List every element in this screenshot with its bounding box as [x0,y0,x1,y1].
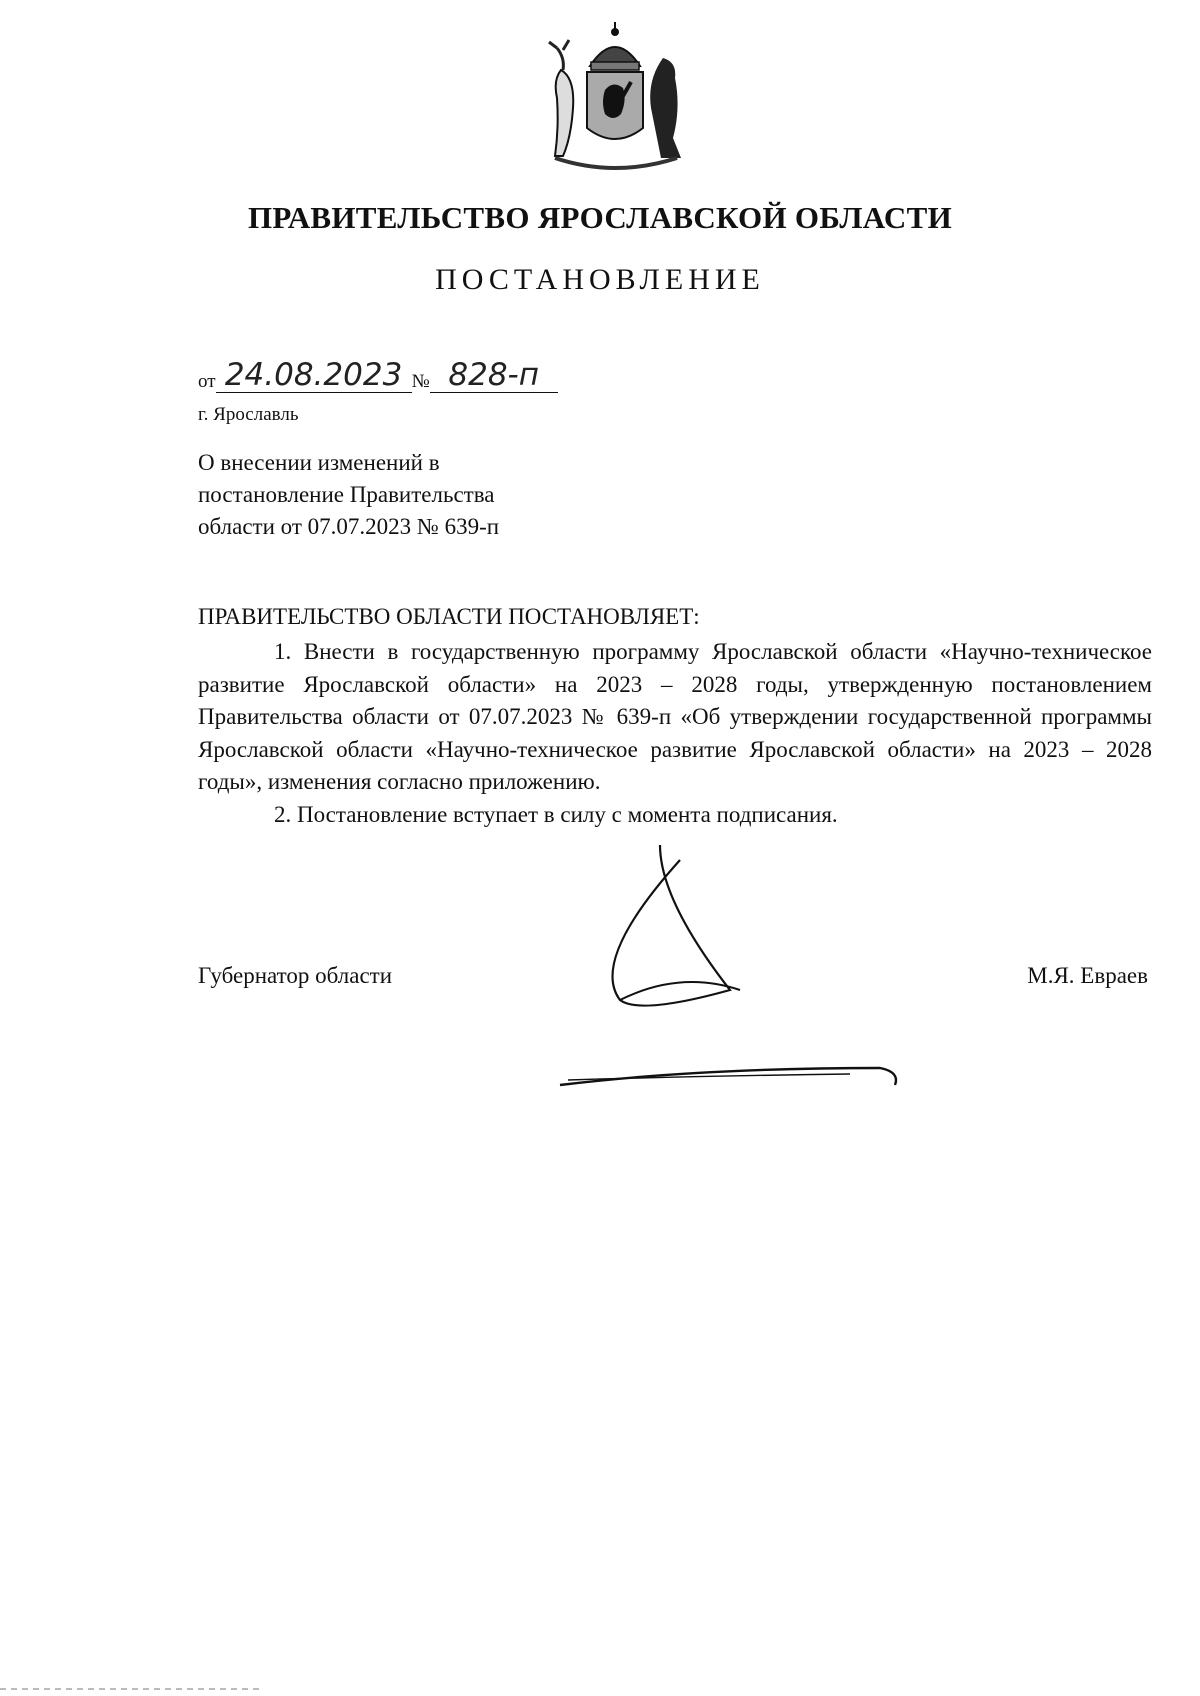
decree-item-2: 2. Постановление вступает в силу с момента подписания. [274,801,838,827]
subject-line: постановление Правительства [198,482,495,507]
signatory-name: М.Я. Евраев [1027,963,1148,988]
subject-line: области от 07.07.2023 № 639-п [198,514,500,539]
signature-icon [550,840,930,1090]
document-type: ПОСТАНОВЛЕНИЕ [435,263,765,296]
decree-body [198,636,1152,831]
organization-title: ПРАВИТЕЛЬСТВО ЯРОСЛАВСКОЙ ОБЛАСТИ [248,200,952,235]
city: г. Ярославль [198,404,299,425]
subject-block [198,447,618,543]
date-number-line [198,357,558,393]
handwritten-number: 828-п [448,357,540,393]
subject-line: О внесении изменений в [198,450,440,475]
handwritten-date: 24.08.2023 [224,357,403,393]
signatory-title: Губернатор области [198,963,393,988]
decree-heading: ПРАВИТЕЛЬСТВО ОБЛАСТИ ПОСТАНОВЛЯЕТ: [198,604,700,629]
coat-of-arms-icon [535,18,695,178]
scan-edge-mark [0,1688,260,1690]
number-field [430,357,558,393]
date-field [216,357,412,393]
number-label: № [411,371,430,392]
from-label: от [198,371,216,392]
decree-item-1: 1. Внести в государственную программу Ярославской области «Научно-техническое развитие Ярославской области» на 2023 – 2028 годы, утвержденную постановлением Правительства области от 07.07.2023 № 639-п «Об утверждении государственной программы Ярославской области «Научно-техническое развитие Ярославской области» на 2023 – 2028 годы», изменения согласно приложению. [198,639,1152,794]
